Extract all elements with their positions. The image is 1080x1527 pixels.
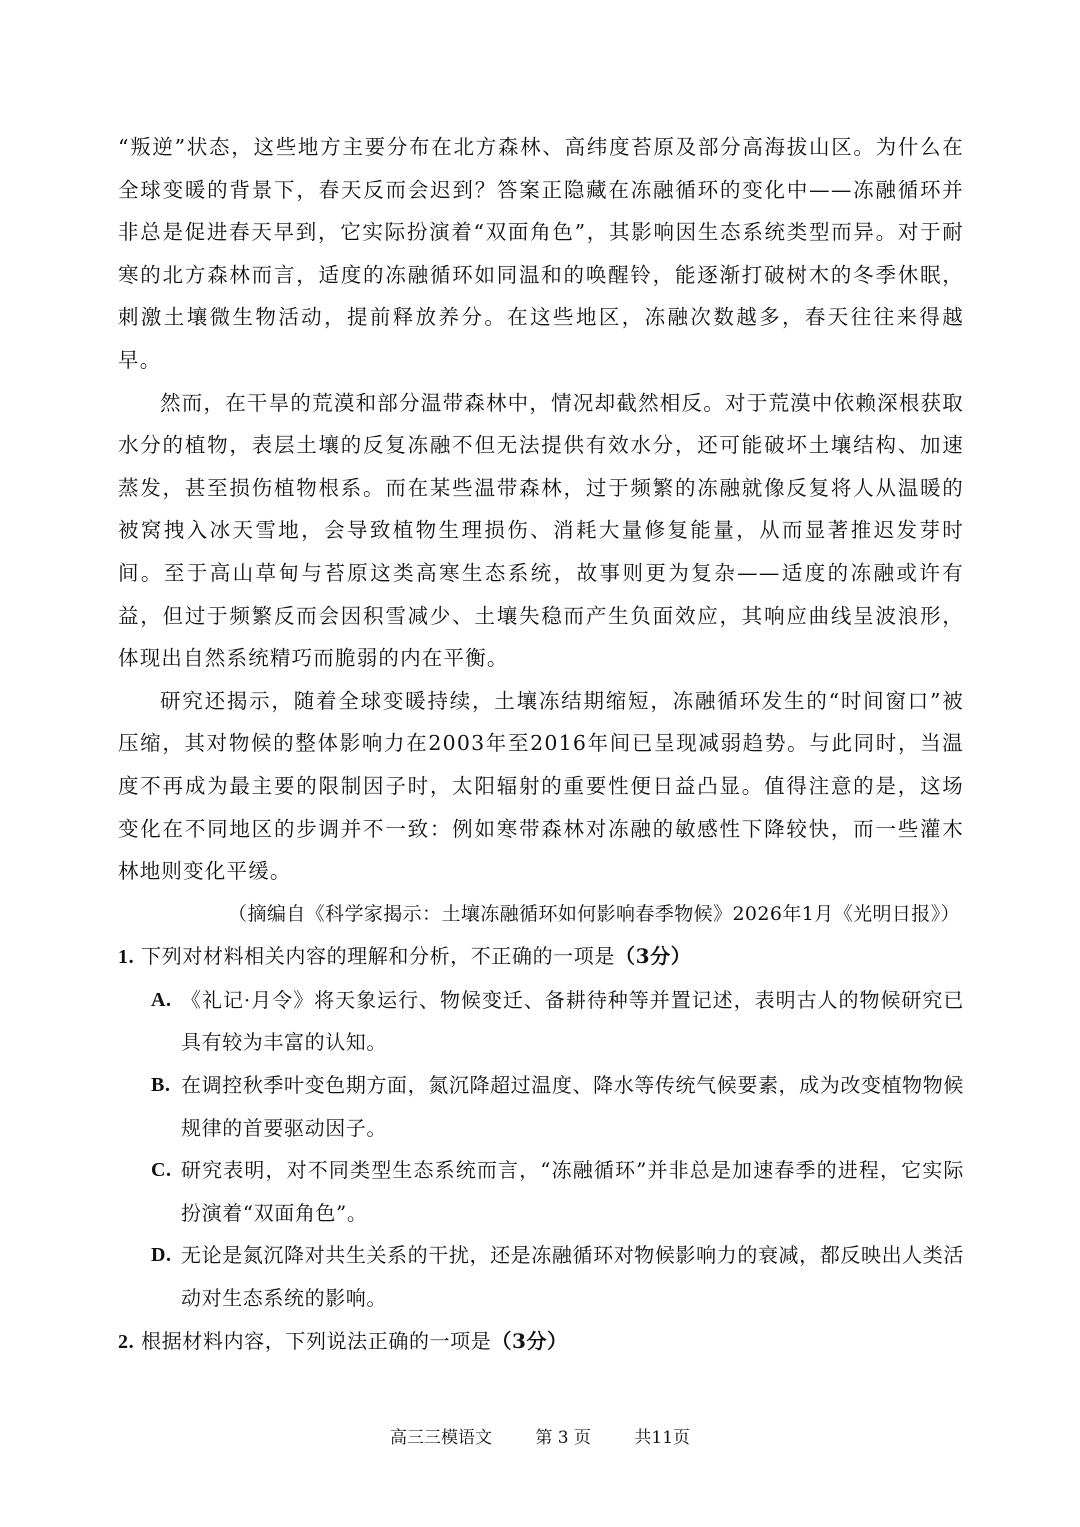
- question-1-stem: 下列对材料相关内容的理解和分析，不正确的一项是: [141, 944, 615, 969]
- question-2-stem: 根据材料内容，下列说法正确的一项是: [141, 1328, 492, 1353]
- option-letter-c: C.: [151, 1159, 172, 1182]
- passage-source: （摘编自《科学家揭示：土壤冻融循环如何影响春季物候》2026年1月《光明日报》）: [228, 902, 960, 925]
- passage-paragraph-2: 然而，在干旱的荒漠和部分温带森林中，情况却截然相反。对于荒漠中依赖深根获取水分的植物，表层土壤的反复冻融不但无法提供有效水分，还可能破坏土壤结构、加速蒸发，甚至损伤植物根系。而在某些温带森林，过于频繁的冻融就像反复将人从温暖的被窝拽入冰天雪地，会导致植物生理损伤、消耗大量修复能量，从而显著推迟发芽时间。至于高山草甸与苔原这类高寒生态系统，故事则更为复杂——适度的冻融或许有益，但过于频繁反而会因积雪减少、土壤失稳而产生负面效应，其响应曲线呈波浪形，体现出自然系统精巧而脆弱的内在平衡。: [118, 390, 964, 671]
- option-text-c: 研究表明，对不同类型生态系统而言，“冻融循环”并非总是加速春季的进程，它实际扮演着“双面角色”。: [181, 1158, 964, 1225]
- question-1-score: （3分）: [614, 944, 692, 969]
- option-letter-a: A.: [151, 988, 172, 1011]
- question-1-option-a: [151, 979, 964, 1064]
- option-letter-b: B.: [151, 1074, 171, 1097]
- page-content: [118, 126, 964, 1363]
- question-1-option-c: [151, 1149, 964, 1234]
- question-2-number: 2.: [118, 1330, 135, 1353]
- option-letter-d: D.: [151, 1244, 172, 1267]
- footer-subject: 高三三模语文: [389, 1428, 492, 1448]
- question-1-option-b: [151, 1064, 964, 1149]
- option-text-a: 《礼记·月令》将天象运行、物候变迁、备耕待种等并置记述，表明古人的物候研究已具有较为丰富的认知。: [181, 987, 964, 1055]
- question-1-number: 1.: [118, 946, 135, 969]
- passage-paragraph-1: “叛逆”状态，这些地方主要分布在北方森林、高纬度苔原及部分高海拔山区。为什么在全球变暖的背景下，春天反而会迟到？答案正隐藏在冻融循环的变化中——冻融循环并非总是促进春天早到，它实际扮演着“双面角色”，其影响因生态系统类型而异。对于耐寒的北方森林而言，适度的冻融循环如同温和的唤醒铃，能逐渐打破树木的冬季休眠，刺激土壤微生物活动，提前释放养分。在这些地区，冻融次数越多，春天往往来得越早。: [118, 135, 964, 372]
- option-text-b: 在调控秋季叶变色期方面，氮沉降超过温度、降水等传统气候要素，成为改变植物物候规律的首要驱动因子。: [181, 1073, 964, 1140]
- question-1: [118, 935, 964, 979]
- passage-paragraph-3: 研究还揭示，随着全球变暖持续，土壤冻结期缩短，冻融循环发生的“时间窗口”被压缩，其对物候的整体影响力在2003年至2016年间已呈现减弱趋势。与此同时，当温度不再成为最主要的限制因子时，太阳辐射的重要性便日益凸显。值得注意的是，这场变化在不同地区的步调并不一致：例如寒带森林对冻融的敏感性下降较快，而一些灌木林地则变化平缓。: [118, 688, 964, 884]
- question-2: [118, 1320, 964, 1364]
- footer-page-number: 第 3 页: [535, 1428, 591, 1448]
- question-1-option-d: [151, 1234, 964, 1319]
- footer-total-pages: 共11页: [634, 1428, 691, 1448]
- question-2-score: （3分）: [491, 1328, 568, 1353]
- option-text-d: 无论是氮沉降对共生关系的干扰，还是冻融循环对物候影响力的衰减，都反映出人类活动对生态系统的影响。: [181, 1243, 964, 1311]
- page-footer: [0, 1423, 1080, 1448]
